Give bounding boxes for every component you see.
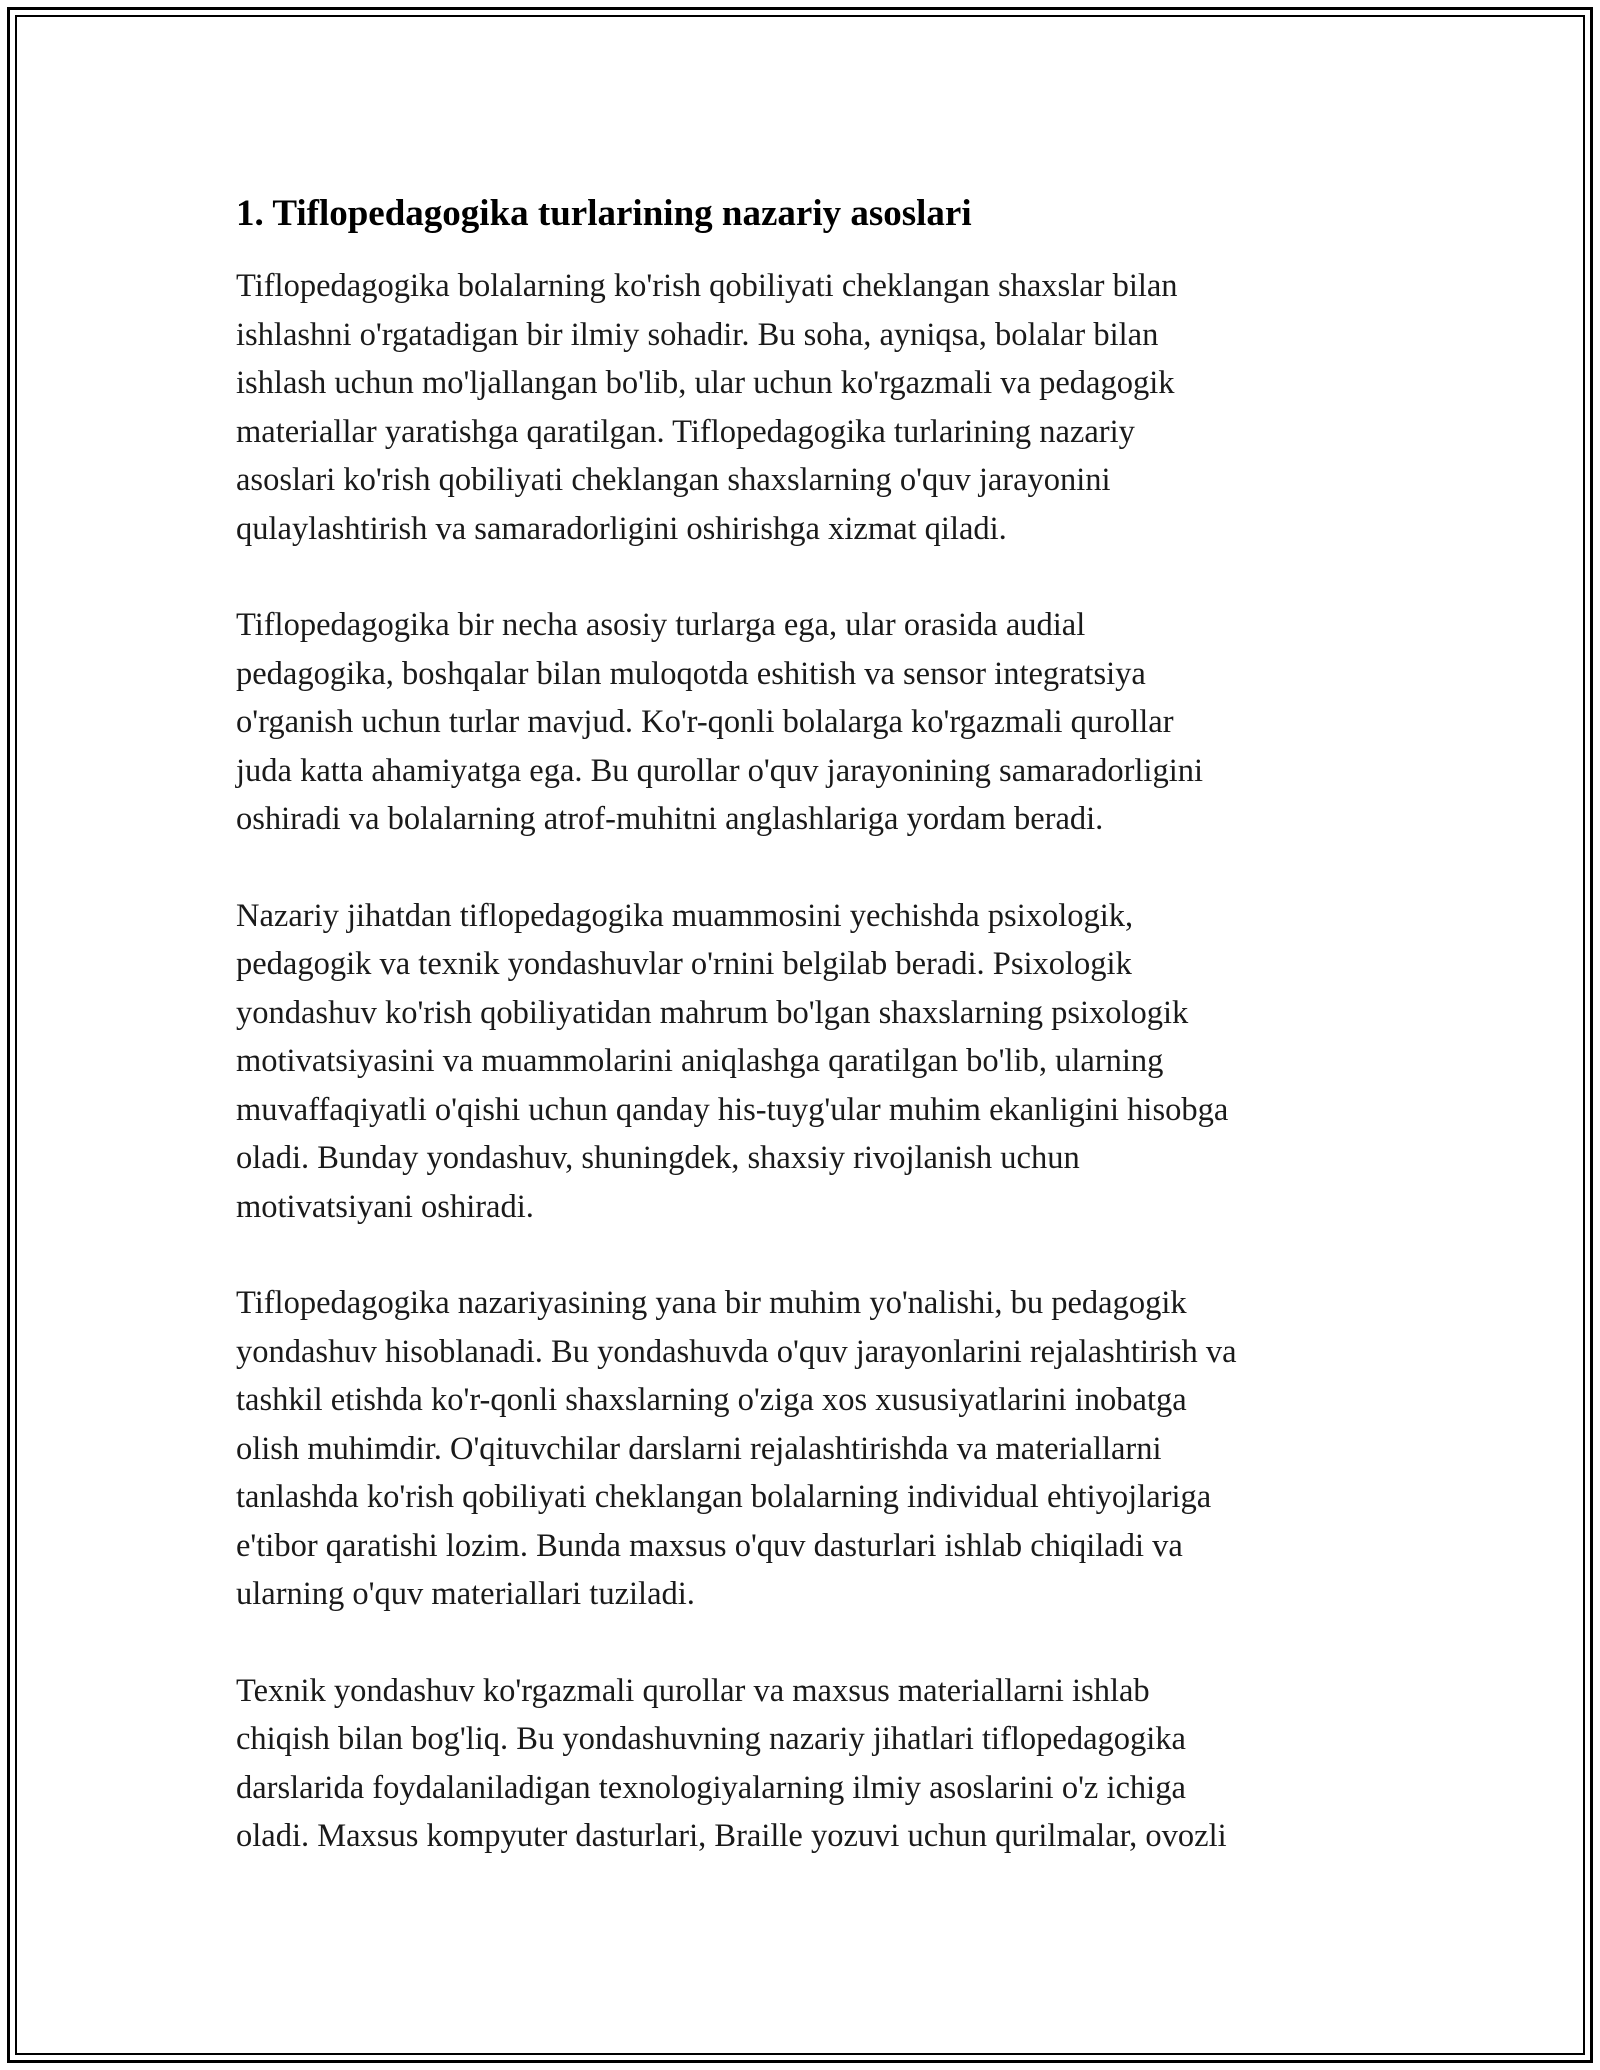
- section-heading: 1. Tiflopedagogika turlarining nazariy asoslari: [236, 193, 972, 234]
- paragraph-line: juda katta ahamiyatga ega. Bu qurollar o'quv jarayonining samaradorligini: [236, 752, 1204, 789]
- paragraph-line: ishlash uchun mo'ljallangan bo'lib, ular uchun ko'rgazmali va pedagogik: [236, 365, 1175, 401]
- paragraph-line: ishlashni o'rgatadigan bir ilmiy sohadir. Bu soha, ayniqsa, bolalar bilan: [236, 316, 1159, 353]
- paragraph-line: tashkil etishda ko'r-qonli shaxslarning o'ziga xos xususiyatlarini inobatga: [236, 1382, 1187, 1418]
- paragraph-line: e'tibor qaratishi lozim. Bunda maxsus o'quv dasturlari ishlab chiqiladi va: [236, 1527, 1183, 1564]
- paragraph-line: Texnik yondashuv ko'rgazmali qurollar va maxsus materiallarni ishlab: [236, 1672, 1150, 1709]
- paragraph-line: oshiradi va bolalarning atrof-muhitni anglashlariga yordam beradi.: [236, 801, 1104, 837]
- paragraph-line: muvaffaqiyatli o'qishi uchun qanday his-tuyg'ular muhim ekanligini hisobga: [236, 1091, 1229, 1128]
- paragraph-line: qulaylashtirish va samaradorligini oshirishga xizmat qiladi.: [236, 510, 1007, 547]
- paragraph-line: yondashuv hisoblanadi. Bu yondashuvda o'quv jarayonlarini rejalashtirish va: [236, 1333, 1237, 1370]
- paragraph-line: oladi. Maxsus kompyuter dasturlari, Braille yozuvi uchun qurilmalar, ovozli: [236, 1818, 1227, 1854]
- paragraph-line: o'rganish uchun turlar mavjud. Ko'r-qonli bolalarga ko'rgazmali qurollar: [236, 704, 1174, 740]
- paragraph-line: ularning o'quv materiallari tuziladi.: [236, 1576, 695, 1612]
- paragraph: [236, 601, 1386, 844]
- paragraph: [236, 1279, 1386, 1619]
- paragraph-line: Tiflopedagogika nazariyasining yana bir muhim yo'nalishi, bu pedagogik: [236, 1285, 1187, 1321]
- paragraph-line: materiallar yaratishga qaratilgan. Tiflopedagogika turlarining nazariy: [236, 413, 1135, 450]
- paragraph-line: chiqish bilan bog'liq. Bu yondashuvning nazariy jihatlari tiflopedagogika: [236, 1721, 1186, 1757]
- paragraph-line: tanlashda ko'rish qobiliyati cheklangan bolalarning individual ehtiyojlariga: [236, 1479, 1212, 1515]
- document-body: [236, 186, 1386, 1909]
- paragraph-line: pedagogik va texnik yondashuvlar o'rnini belgilab beradi. Psixologik: [236, 946, 1132, 982]
- paragraph-line: motivatsiyasini va muammolarini aniqlashga qaratilgan bo'lib, ularning: [236, 1043, 1164, 1079]
- paragraph-list: [236, 262, 1386, 1861]
- paragraph-line: Nazariy jihatdan tiflopedagogika muammosini yechishda psixologik,: [236, 897, 1134, 934]
- paragraph-line: darslarida foydalaniladigan texnologiyalarning ilmiy asoslarini o'z ichiga: [236, 1769, 1186, 1806]
- paragraph: [236, 892, 1386, 1232]
- paragraph-line: motivatsiyani oshiradi.: [236, 1188, 534, 1225]
- paragraph-line: pedagogika, boshqalar bilan muloqotda eshitish va sensor integratsiya: [236, 655, 1146, 692]
- paragraph-line: asoslari ko'rish qobiliyati cheklangan shaxslarning o'quv jarayonini: [236, 462, 1111, 498]
- paragraph-line: Tiflopedagogika bir necha asosiy turlarga ega, ular orasida audial: [236, 607, 1086, 643]
- paragraph-line: yondashuv ko'rish qobiliyatidan mahrum bo'lgan shaxslarning psixologik: [236, 994, 1189, 1031]
- paragraph: [236, 1667, 1386, 1861]
- paragraph: [236, 262, 1386, 553]
- paragraph-line: Tiflopedagogika bolalarning ko'rish qobiliyati cheklangan shaxslar bilan: [236, 268, 1178, 304]
- paragraph-line: oladi. Bunday yondashuv, shuningdek, shaxsiy rivojlanish uchun: [236, 1140, 1080, 1176]
- paragraph-line: olish muhimdir. O'qituvchilar darslarni rejalashtirishda va materiallarni: [236, 1430, 1162, 1467]
